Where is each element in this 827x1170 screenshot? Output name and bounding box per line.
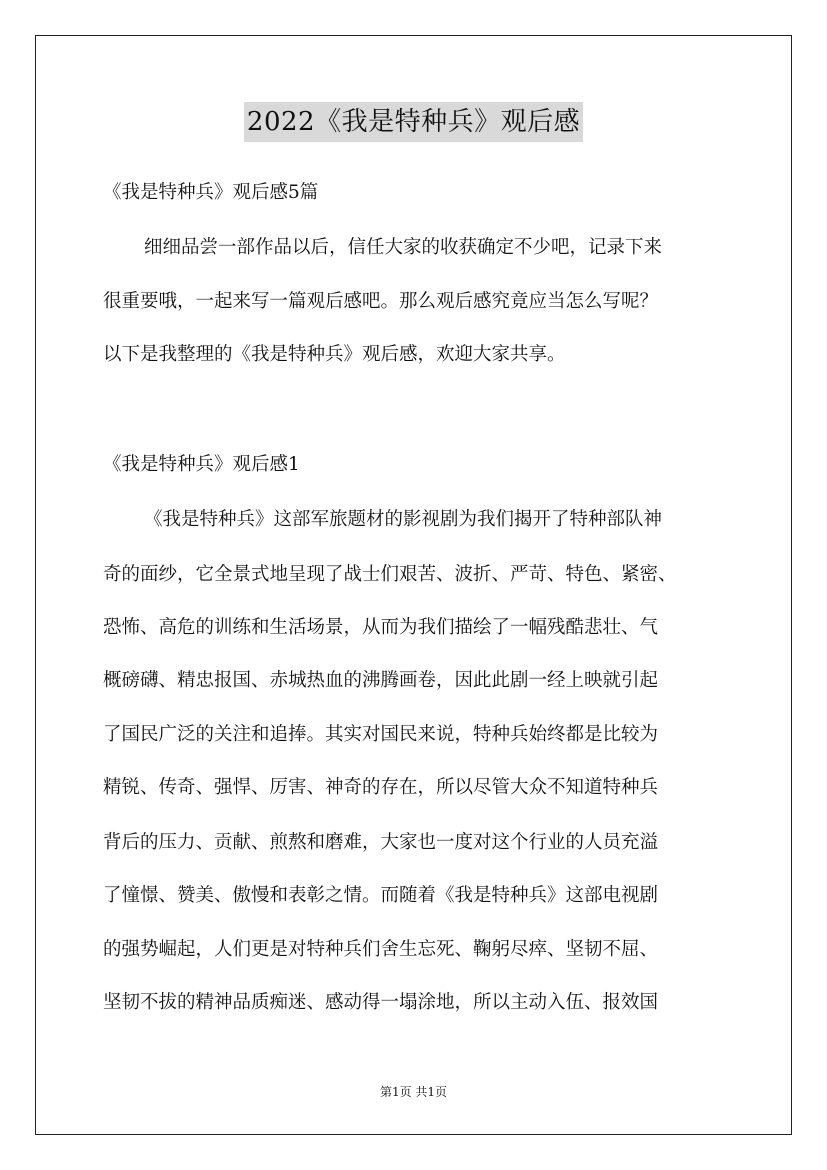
body-line-9: 的强势崛起，人们更是对特种兵们舍生忘死、鞠躬尽瘁、坚韧不屈、 bbox=[103, 939, 659, 960]
body-line-6: 精锐、传奇、强悍、厉害、神奇的存在，所以尽管大众不知道特种兵 bbox=[103, 777, 659, 798]
section-heading: 《我是特种兵》观后感1 bbox=[103, 454, 300, 475]
body-line-7: 背后的压力、贡献、煎熬和磨难，大家也一度对这个行业的人员充溢 bbox=[103, 832, 659, 853]
intro-line-3: 以下是我整理的《我是特种兵》观后感，欢迎大家共享。 bbox=[103, 344, 566, 365]
document-title-container bbox=[0, 100, 827, 142]
body-line-2: 奇的面纱，它全景式地呈现了战士们艰苦、波折、严苛、特色、紧密、 bbox=[103, 564, 677, 585]
document-subtitle: 《我是特种兵》观后感5篇 bbox=[103, 182, 319, 203]
body-line-3: 恐怖、高危的训练和生活场景，从而为我们描绘了一幅残酷悲壮、气 bbox=[103, 617, 659, 638]
body-line-5: 了国民广泛的关注和追捧。其实对国民来说，特种兵始终都是比较为 bbox=[103, 724, 659, 745]
body-line-10: 坚韧不拔的精神品质痴迷、感动得一塌涂地，所以主动入伍、报效国 bbox=[103, 992, 659, 1013]
body-line-1: 《我是特种兵》这部军旅题材的影视剧为我们揭开了特种部队神 bbox=[144, 509, 663, 530]
document-title: 2022《我是特种兵》观后感 bbox=[244, 102, 583, 142]
body-line-4: 概磅礴、精忠报国、赤城热血的沸腾画卷，因此此剧一经上映就引起 bbox=[103, 670, 659, 691]
body-line-8: 了憧憬、赞美、傲慢和表彰之情。而随着《我是特种兵》这部电视剧 bbox=[103, 885, 659, 906]
intro-line-1: 细细品尝一部作品以后，信任大家的收获确定不少吧，记录下来 bbox=[144, 237, 663, 258]
page-footer: 第1页 共1页 bbox=[379, 1085, 448, 1099]
intro-line-2: 很重要哦，一起来写一篇观后感吧。那么观后感究竟应当怎么写呢？ bbox=[103, 291, 659, 312]
